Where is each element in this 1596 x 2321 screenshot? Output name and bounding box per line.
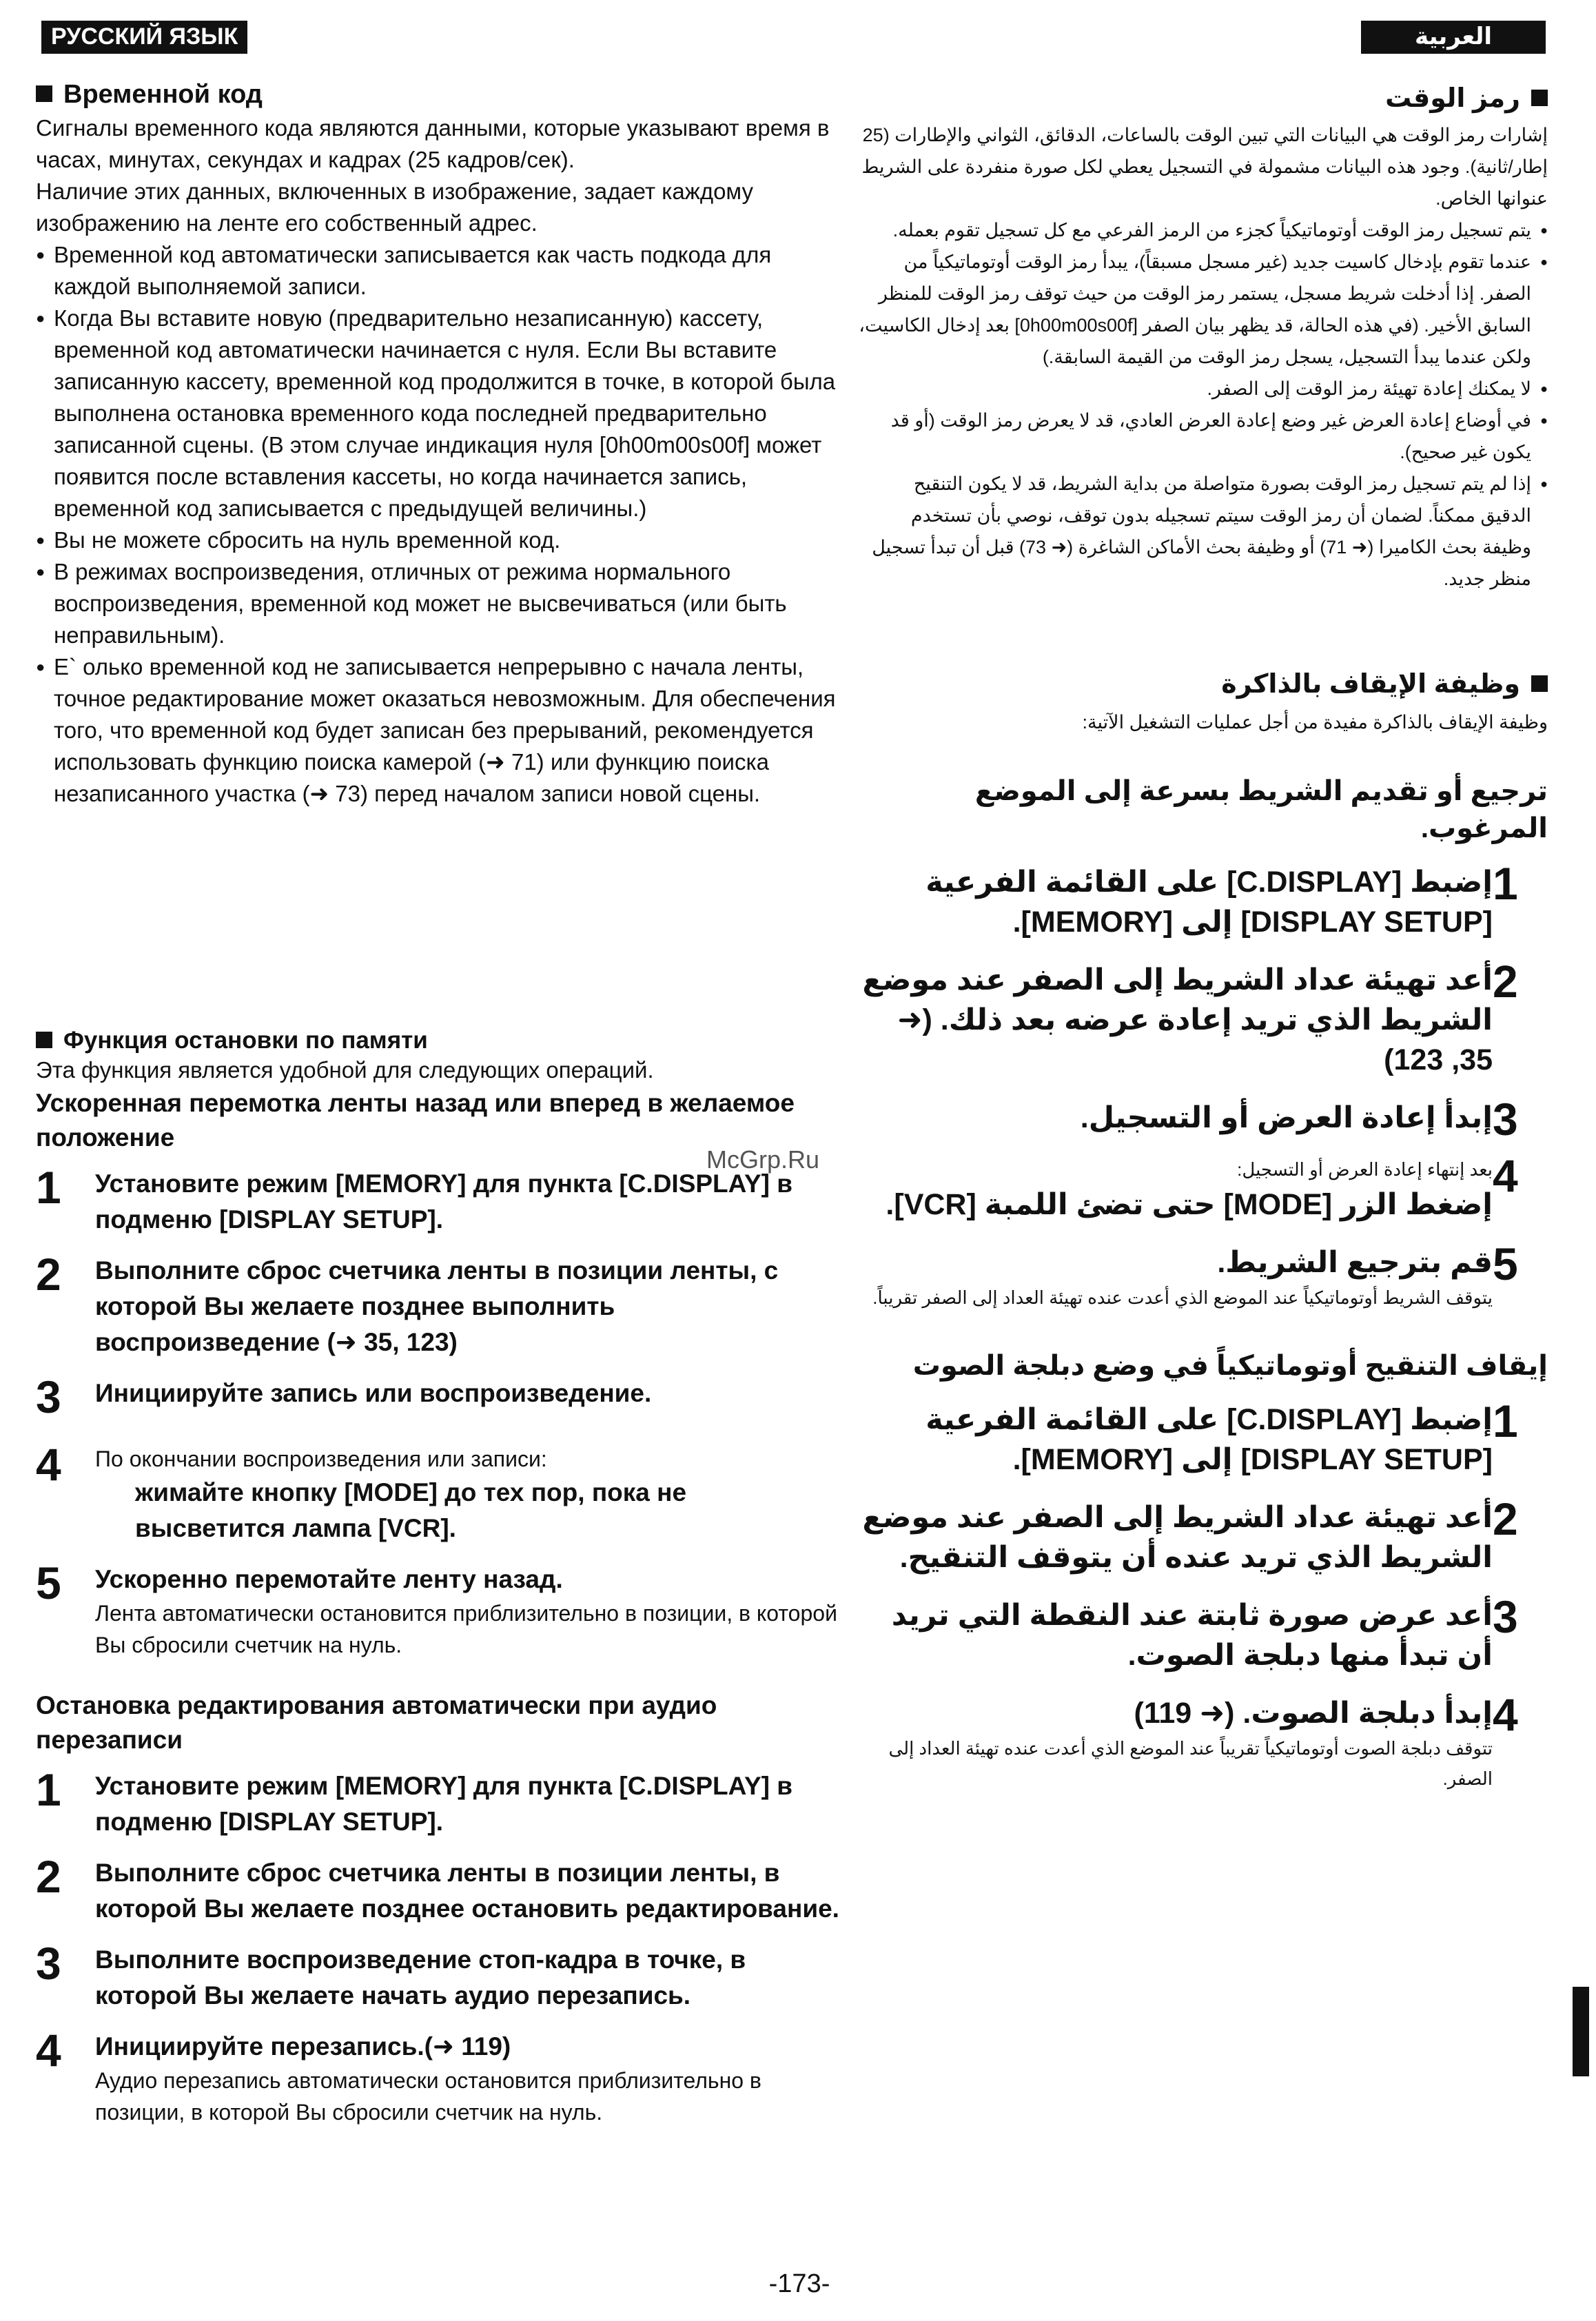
- step-number: 4: [1493, 1689, 1518, 1740]
- step-note: تتوقف دبلجة الصوت أوتوماتيكياً تقريباً عند الموضع الذي أعدت عنده تهيئة العداد إلى الصفر.: [888, 1738, 1493, 1789]
- step-text: Ускоренно перемотайте ленту назад.: [95, 1565, 563, 1593]
- ru-memory-section: [36, 1027, 842, 2128]
- ru-step: [36, 1557, 842, 1661]
- step-number: 3: [1493, 1591, 1518, 1642]
- ru-memory-subheading-2: Остановка редактирования автоматически при аудио перезаписи: [36, 1691, 717, 1754]
- step-note: Аудио перезапись автоматически остановится приблизительно в позиции, в которой Вы сбросили счетчик на нуль.: [95, 2068, 761, 2125]
- ru-timecode-bullet: ● Вы не можете сбросить на нуль временной код.: [36, 524, 842, 556]
- step-note: Лента автоматически остановится приблизительно в позиции, в которой Вы сбросили счетчик на нуль.: [95, 1601, 837, 1657]
- ar-timecode-heading: رمز الوقت: [859, 83, 1548, 114]
- step-text: إبدأ إعادة العرض أو التسجيل.: [1080, 1101, 1493, 1134]
- ar-step: [859, 1238, 1548, 1313]
- step-text: Выполните воспроизведение стоп-кадра в точке, в которой Вы желаете начать аудио перезапись.: [95, 1945, 746, 2010]
- ru-step: [36, 2025, 842, 2128]
- ar-memory-section: [859, 668, 1548, 1794]
- step-number: 1: [1493, 1395, 1518, 1446]
- step-text: Инициируйте запись или воспроизведение.: [95, 1379, 652, 1407]
- ru-timecode-intro: Сигналы временного кода являются данными, которые указывают время в часах, минутах, секундах и кадрах (25 кадров/сек).: [36, 115, 830, 172]
- ar-timecode-bullet: ● في أوضاع إعادة العرض غير وضع إعادة العرض العادي، قد لا يعرض رمز الوقت (أو قد يكون غير صحيح).: [859, 405, 1548, 468]
- step-text: إضبط [C.DISPLAY] على القائمة الفرعية [DISPLAY SETUP] إلى [MEMORY].: [925, 1403, 1493, 1476]
- ar-memory-intro: وظيفة الإيقاف بالذاكرة مفيدة من أجل عمليات التشغيل الآتية:: [1082, 712, 1548, 733]
- step-number: 2: [1493, 1493, 1518, 1544]
- ru-timecode-heading: Временной код: [36, 80, 842, 110]
- step-number: 2: [1493, 956, 1518, 1007]
- step-text: قم بترجيع الشريط.: [1217, 1246, 1493, 1279]
- ar-memory-heading: وظيفة الإيقاف بالذاكرة: [859, 668, 1548, 699]
- step-number: 5: [1493, 1238, 1518, 1289]
- ar-timecode-bullet: ● عندما تقوم بإدخال كاسيت جديد (غير مسجل مسبقاً)، يبدأ رمز الوقت أوتوماتيكياً من الصفر. إذا أدخلت شريط مسجل، يستمر رمز الوقت من حيث توقف رمز الوقت للمنظر السابق الأخير. (في هذه الحالة، قد يظهر بيان الصفر [0h00m00s00f] بعد إدخال الكاسيت، ولكن عندما يبدأ التسجيل، يسجل رمز الوقت من القيمة السابقة.): [859, 246, 1548, 373]
- ar-step: [859, 858, 1548, 942]
- step-pre-note: بعد إنتهاء إعادة العرض أو التسجيل:: [1237, 1159, 1493, 1180]
- step-text: Установите режим [MEMORY] для пункта [C.DISPLAY] в подменю [DISPLAY SETUP].: [95, 1169, 793, 1234]
- ar-memory-subheading-2: إيقاف التنقيح أوتوماتيكياً في وضع دبلجة الصوت: [912, 1351, 1548, 1381]
- watermark-text: McGrp.Ru: [706, 1145, 820, 1174]
- ar-timecode-section: [859, 83, 1548, 595]
- square-bullet-icon: [36, 1032, 52, 1048]
- step-number: 4: [36, 2025, 61, 2076]
- step-number: 3: [1493, 1094, 1518, 1145]
- ar-step: [859, 1689, 1548, 1794]
- page-number: -173-: [768, 2269, 830, 2298]
- ru-timecode-bullet: ● В режимах воспроизведения, отличных от режима нормального воспроизведения, временной код может не высвечиваться (или быть неправильным).: [36, 556, 842, 651]
- step-pre-note: По окончании воспроизведения или записи:: [95, 1446, 547, 1471]
- step-text: أعد تهيئة عداد الشريط إلى الصفر عند موضع الشريط الذي تريد إعادة عرضه بعد ذلك. (➜ 35, 123): [862, 963, 1493, 1076]
- ar-timecode-intro: إشارات رمز الوقت هي البيانات التي تبين الوقت بالساعات، الدقائق، الثواني والإطارات (25 إطار/ثانية). وجود هذه البيانات مشمولة في التسجيل يعطي لكل صورة منفردة على الشريط عنوانها الخاص.: [861, 125, 1548, 209]
- step-text: إضغط الزر [MODE] حتى تضئ اللمبة [VCR].: [886, 1188, 1493, 1221]
- ru-step: [36, 1162, 842, 1238]
- ru-timecode-bullet: ● Временной код автоматически записывается как часть подкода для каждой выполняемой записи.: [36, 239, 842, 303]
- arabic-language-tag: العربية: [1361, 21, 1546, 54]
- ru-step: [36, 1764, 842, 1840]
- ar-step: [859, 1591, 1548, 1675]
- step-number: 3: [36, 1371, 61, 1422]
- square-bullet-icon: [36, 85, 52, 102]
- ru-memory-heading: Функция остановки по памяти: [36, 1027, 842, 1054]
- step-text: أعد تهيئة عداد الشريط إلى الصفر عند موضع الشريط الذي تريد عنده أن يتوقف التنقيح.: [862, 1501, 1493, 1574]
- ru-step: [36, 1371, 842, 1422]
- step-text: Выполните сброс счетчика ленты в позиции ленты, с которой Вы желаете позднее выполнить воспроизведение (➜ 35, 123): [95, 1256, 779, 1356]
- step-text: Инициируйте перезапись.(➜ 119): [95, 2032, 511, 2061]
- step-text: أعد عرض صورة ثابتة عند النقطة التي تريد أن تبدأ منها دبلجة الصوت.: [891, 1599, 1493, 1672]
- ru-timecode-bullet: ● Е` олько временной код не записывается непрерывно с начала ленты, точное редактирование может оказаться невозможным. Для обеспечения того, что временной код будет записан без прерываний, рекомендуется использовать функцию поиска камерой (➜ 71) или функцию поиска незаписанного участка (➜ 73) перед началом записи новой сцены.: [36, 651, 842, 810]
- ar-step: [859, 1395, 1548, 1480]
- step-number: 4: [36, 1439, 61, 1490]
- ar-step: [859, 956, 1548, 1080]
- ar-step: [859, 1150, 1548, 1225]
- ar-step: [859, 1493, 1548, 1577]
- step-text: Установите режим [MEMORY] для пункта [C.DISPLAY] в подменю [DISPLAY SETUP].: [95, 1772, 793, 1836]
- step-number: 2: [36, 1851, 61, 1902]
- step-text: Выполните сброс счетчика ленты в позиции ленты, в которой Вы желаете позднее остановить редактирование.: [95, 1859, 839, 1923]
- square-bullet-icon: [1531, 90, 1548, 106]
- step-number: 4: [1493, 1150, 1518, 1201]
- ar-step: [859, 1094, 1548, 1145]
- step-number: 1: [36, 1162, 61, 1213]
- ar-timecode-bullet: ● إذا لم يتم تسجيل رمز الوقت بصورة متواصلة من بداية الشريط، قد لا يكون التنقيح الدقيق ممكناً. لضمان أن رمز الوقت سيتم تسجيله بدون توقف، نوصي بأن تستخدم وظيفة بحث الكاميرا (➜ 71) أو وظيفة بحث الأماكن الشاغرة (➜ 73) قبل أن تبدأ تسجيل منظر جديد.: [859, 468, 1548, 595]
- russian-language-tag: РУССКИЙ ЯЗЫК: [41, 21, 247, 54]
- ar-memory-subheading-1: ترجيع أو تقديم الشريط بسرعة إلى الموضع المرغوب.: [974, 776, 1548, 843]
- step-text: жимайте кнопку [MODE] до тех пор, пока не высветится лампа [VCR].: [135, 1478, 687, 1542]
- step-number: 1: [1493, 858, 1518, 909]
- step-text: إبدأ دبلجة الصوت. (➜ 119): [1134, 1697, 1493, 1730]
- ru-memory-subheading-1: Ускоренная перемотка ленты назад или вперед в желаемое положение: [36, 1089, 795, 1152]
- step-number: 3: [36, 1938, 61, 1989]
- ru-timecode-section: [36, 80, 842, 810]
- ru-step: [36, 1249, 842, 1360]
- square-bullet-icon: [1531, 675, 1548, 692]
- ru-step: [36, 1851, 842, 1927]
- step-number: 2: [36, 1249, 61, 1300]
- ru-timecode-bullet: ● Когда Вы вставите новую (предварительно незаписанную) кассету, временной код автоматически начинается с нуля. Если Вы вставите записанную кассету, временной код продолжится в точке, в которой была выполнена остановка временного кода последней предварительно записанной сцены. (В этом случае индикация нуля [0h00m00s00f] может появится после вставления кассеты, но когда начинается запись, временной код записывается с предыдущей величины.): [36, 303, 842, 524]
- step-number: 5: [36, 1557, 61, 1608]
- ru-timecode-intro2: Наличие этих данных, включенных в изображение, задает каждому изображению на ленте его собственный адрес.: [36, 178, 753, 236]
- ar-timecode-bullet: ● يتم تسجيل رمز الوقت أوتوماتيكياً كجزء من الرمز الفرعي مع كل تسجيل تقوم بعمله.: [859, 214, 1548, 246]
- step-number: 1: [36, 1764, 61, 1815]
- ru-step: [36, 1439, 842, 1546]
- ru-memory-intro: Эта функция является удобной для следующих операций.: [36, 1057, 654, 1083]
- step-text: إضبط [C.DISPLAY] على القائمة الفرعية [DISPLAY SETUP] إلى [MEMORY].: [925, 866, 1493, 939]
- ar-timecode-bullet: ● لا يمكنك إعادة تهيئة رمز الوقت إلى الصفر.: [859, 373, 1548, 405]
- step-note: يتوقف الشريط أوتوماتيكياً عند الموضع الذي أعدت عنده تهيئة العداد إلى الصفر تقريباً.: [872, 1287, 1493, 1308]
- ru-step: [36, 1938, 842, 2014]
- page-edge-marker: [1573, 1987, 1589, 2076]
